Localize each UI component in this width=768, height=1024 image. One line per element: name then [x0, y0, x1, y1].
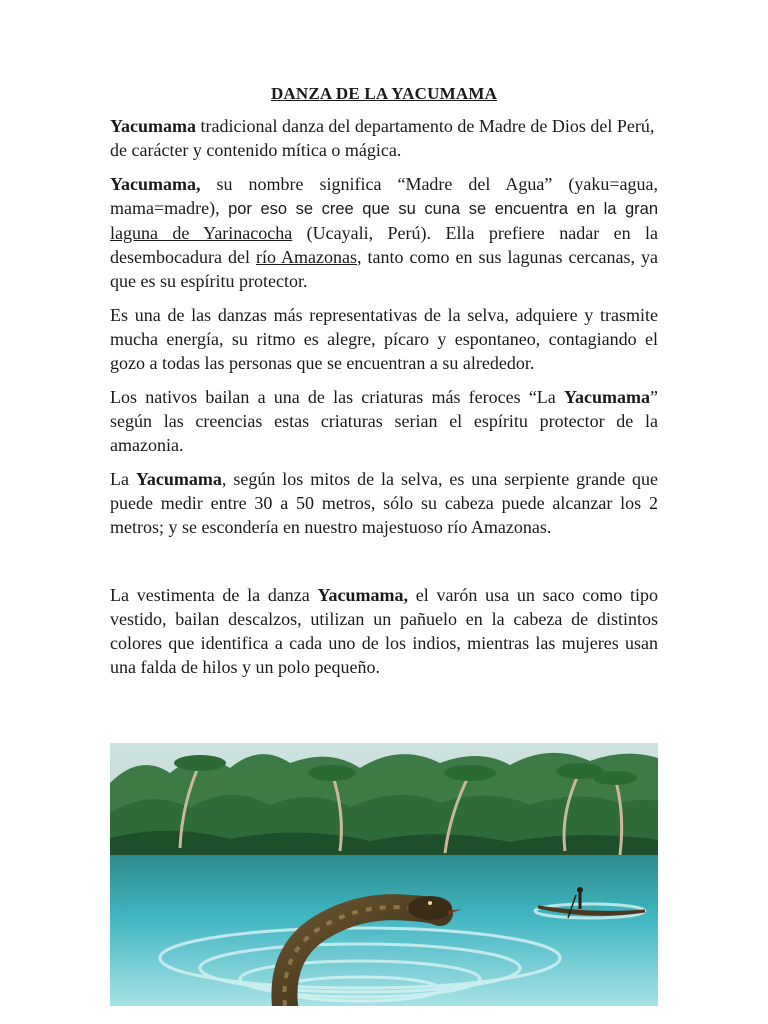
bold-term: Yacumama: [110, 116, 196, 136]
page-title: DANZA DE LA YACUMAMA: [270, 84, 498, 103]
link-laguna-yarinacocha[interactable]: laguna de Yarinacocha: [110, 223, 293, 243]
paragraph-6: La vestimenta de la danza Yacumama, el varón usa un saco como tipo vestido, bailan descalzos, utilizan un pañuelo en la cabeza de distintos colores que identifica a cada uno de los indios, mientras las mujeres usan una falda de hilos y un polo pequeño.: [110, 585, 658, 677]
bold-term: Yacumama,: [110, 174, 201, 194]
paragraph-4: Los nativos bailan a una de las criaturas más feroces “La Yacumama” según las creencias estas criaturas serian el espíritu protector de la amazonia.: [110, 387, 658, 455]
jungle-river-illustration: [110, 743, 658, 1006]
bold-term: Yacumama,: [317, 585, 409, 605]
spacer: [110, 549, 658, 583]
paragraph-2: Yacumama, su nombre significa “Madre del Agua” (yaku=agua, mama=madre), por eso se cree que su cuna se encuentra en la gran laguna de Yarinacocha (Ucayali, Perú). Ella prefiere nadar en la desembocadura del río Amazonas, tanto como en sus lagunas cercanas, ya que es su espíritu protector.: [110, 174, 659, 291]
paragraph-1: Yacumama tradicional danza del departamento de Madre de Dios del Perú, de carácter y contenido mítica o mágica.: [110, 116, 655, 160]
paragraph-3: Es una de las danzas más representativas de la selva, adquiere y trasmite mucha energía, su ritmo es alegre, pícaro y espontaneo, contagiando el gozo a todas las personas que se encuentran a su alrededor.: [110, 305, 658, 373]
link-rio-amazonas[interactable]: río Amazonas: [255, 247, 357, 267]
painting-yacumama-image: [110, 743, 658, 1006]
document-page: [110, 84, 658, 689]
bold-term: Yacumama: [564, 387, 650, 407]
paragraph-5: La Yacumama, según los mitos de la selva, es una serpiente grande que puede medir entre 30 a 50 metros, sólo su cabeza puede alcanzar los 2 metros; y se escondería en nuestro majestuoso río Amazonas.: [110, 469, 659, 537]
bold-term: Yacumama: [135, 469, 222, 489]
